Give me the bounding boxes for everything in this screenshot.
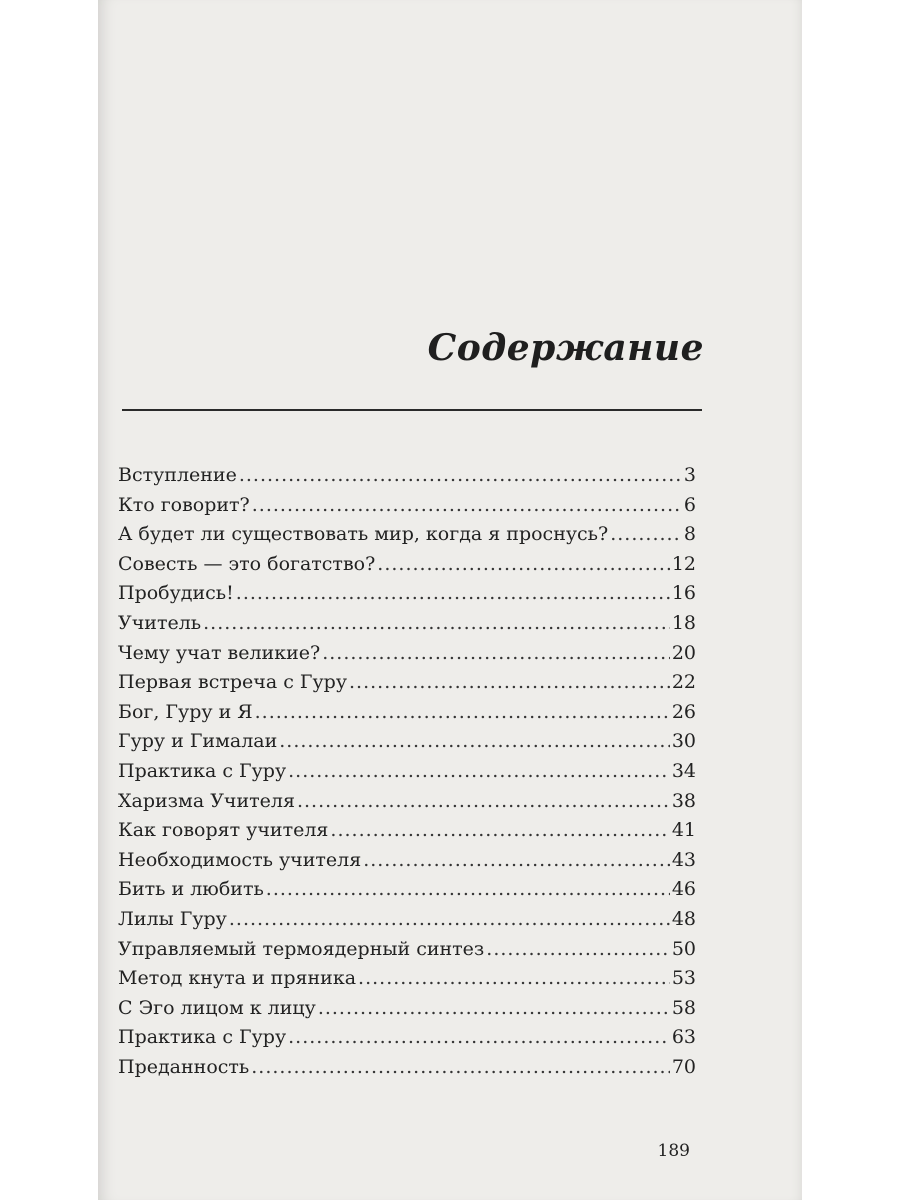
- book-page: [98, 0, 802, 1200]
- toc-entry-title: Управляемый термоядерный синтез: [118, 937, 485, 960]
- toc-entry-page: 48: [671, 907, 696, 930]
- toc-entry-page: 26: [671, 700, 696, 723]
- toc-entry-title: Бить и любить: [118, 878, 264, 901]
- dot-leader: [322, 642, 670, 664]
- dot-leader: [279, 730, 670, 752]
- toc-entry-title: Метод кнута и пряника: [118, 967, 357, 990]
- toc-entry-title: Харизма Учителя: [118, 789, 295, 812]
- toc-entry-title: Лилы Гуру: [118, 907, 227, 930]
- toc-entry-page: 46: [671, 878, 696, 901]
- toc-entry-page: 3: [683, 464, 696, 486]
- toc-entry: [118, 671, 696, 701]
- toc-entry-page: 34: [671, 759, 696, 782]
- toc-entry: [118, 1056, 696, 1086]
- toc-entry-page: 43: [671, 848, 696, 871]
- table-of-contents: [118, 464, 696, 1085]
- page-number: 189: [657, 1141, 690, 1161]
- toc-entry: [118, 760, 696, 790]
- toc-entry-page: 22: [671, 671, 696, 694]
- toc-entry-page: 6: [683, 493, 696, 516]
- dot-leader: [266, 878, 670, 900]
- toc-entry-page: 50: [671, 937, 696, 960]
- toc-entry-title: Бог, Гуру и Я: [118, 700, 253, 723]
- toc-entry: [118, 494, 696, 524]
- dot-leader: [297, 790, 670, 812]
- dot-leader: [486, 938, 670, 960]
- dot-leader: [610, 523, 682, 545]
- toc-entry: [118, 464, 696, 494]
- toc-entry-title: Чему учат великие?: [118, 641, 321, 664]
- toc-entry: [118, 908, 696, 938]
- toc-entry-title: Пробудись!: [118, 582, 234, 605]
- dot-leader: [318, 997, 670, 1019]
- toc-entry-page: 16: [671, 582, 696, 605]
- toc-entry-title: Преданность: [118, 1055, 250, 1078]
- toc-entry: [118, 878, 696, 908]
- toc-entry: [118, 582, 696, 612]
- toc-entry-title: Первая встреча с Гуру: [118, 671, 347, 694]
- dot-leader: [255, 701, 670, 723]
- toc-entry-page: 53: [671, 967, 696, 990]
- dot-leader: [288, 1026, 670, 1048]
- toc-entry: [118, 553, 696, 583]
- toc-entry: [118, 967, 696, 997]
- toc-entry-page: 41: [671, 819, 696, 842]
- toc-entry-page: 20: [671, 641, 696, 664]
- dot-leader: [229, 908, 670, 930]
- dot-leader: [363, 849, 670, 871]
- toc-entry: [118, 612, 696, 642]
- toc-entry-page: 70: [671, 1055, 696, 1078]
- toc-entry-page: 38: [671, 789, 696, 812]
- toc-entry-title: Совесть — это богатство?: [118, 552, 376, 575]
- toc-entry-title: А будет ли существовать мир, когда я проснусь?: [118, 523, 609, 546]
- dot-leader: [236, 582, 670, 604]
- contents-heading: Содержание: [427, 327, 704, 369]
- dot-leader: [203, 612, 670, 634]
- dot-leader: [288, 760, 670, 782]
- toc-entry-title: Практика с Гуру: [118, 759, 287, 782]
- toc-entry: [118, 730, 696, 760]
- toc-entry-title: С Эго лицом к лицу: [118, 996, 316, 1019]
- toc-entry: [118, 790, 696, 820]
- toc-entry-page: 18: [671, 611, 696, 634]
- dot-leader: [377, 553, 670, 575]
- toc-entry-title: Практика с Гуру: [118, 1026, 287, 1049]
- toc-entry: [118, 642, 696, 672]
- heading-divider: [122, 409, 702, 411]
- dot-leader: [251, 1056, 670, 1078]
- toc-entry: [118, 701, 696, 731]
- toc-entry-title: Кто говорит?: [118, 493, 250, 516]
- toc-entry-page: 8: [683, 523, 696, 546]
- toc-entry: [118, 938, 696, 968]
- toc-entry-title: Вступление: [118, 464, 237, 486]
- toc-entry-page: 12: [671, 552, 696, 575]
- dot-leader: [252, 494, 682, 516]
- toc-entry-title: Учитель: [118, 611, 202, 634]
- toc-entry: [118, 997, 696, 1027]
- dot-leader: [239, 464, 682, 486]
- toc-entry: [118, 523, 696, 553]
- toc-entry-title: Гуру и Гималаи: [118, 730, 278, 753]
- toc-entry: [118, 1026, 696, 1056]
- toc-entry-title: Необходимость учителя: [118, 848, 362, 871]
- toc-entry-title: Как говорят учителя: [118, 819, 329, 842]
- toc-entry-page: 58: [671, 996, 696, 1019]
- toc-entry: [118, 849, 696, 879]
- toc-entry-page: 63: [671, 1026, 696, 1049]
- toc-entry: [118, 819, 696, 849]
- toc-entry-page: 30: [671, 730, 696, 753]
- dot-leader: [358, 967, 670, 989]
- dot-leader: [330, 819, 669, 841]
- dot-leader: [349, 671, 670, 693]
